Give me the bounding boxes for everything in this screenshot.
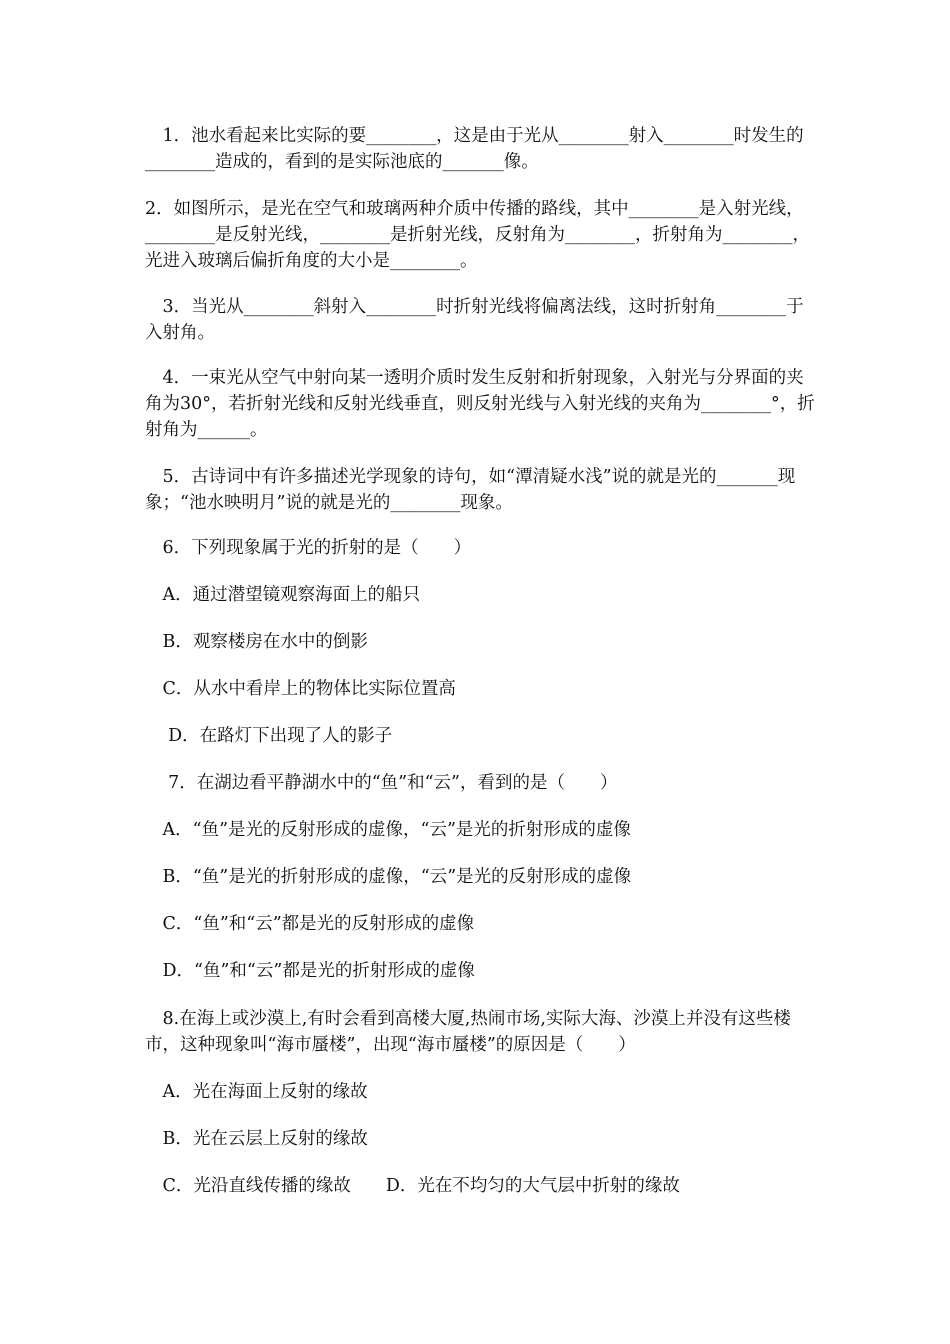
question-8-option-b: B．光在云层上反射的缘故 xyxy=(145,1129,368,1149)
question-6-option-a: A．通过潜望镜观察海面上的船只 xyxy=(145,585,421,605)
question-6-option-b: B．观察楼房在水中的倒影 xyxy=(145,632,368,652)
question-5: 5．古诗词中有许多描述光学现象的诗句，如“潭清疑水浅”说的就是光的_______现象；“池水映明月”说的就是光的________现象。 xyxy=(145,467,796,513)
question-8: 8.在海上或沙漠上,有时会看到高楼大厦,热闹市场,实际大海、沙漠上并没有这些楼市，这种现象叫“海市蜃楼”，出现“海市蜃楼”的原因是（ ） xyxy=(145,1009,791,1055)
question-7-option-d: D．“鱼”和“云”都是光的折射形成的虚像 xyxy=(145,961,475,981)
question-2: 2．如图所示，是光在空气和玻璃两种介质中传播的路线，其中________是入射光线，________是反射光线，________是折射光线，反射角为________，折射角为________，光进入玻璃后偏折角度的大小是________。 xyxy=(145,199,810,271)
question-8-option-a: A．光在海面上反射的缘故 xyxy=(145,1082,368,1102)
question-7-option-b: B．“鱼”是光的折射形成的虚像，“云”是光的反射形成的虚像 xyxy=(145,867,632,887)
question-7-option-c: C．“鱼”和“云”都是光的反射形成的虚像 xyxy=(145,914,475,934)
question-4: 4．一束光从空气中射向某一透明介质时发生反射和折射现象，入射光与分界面的夹角为30°，若折射光线和反射光线垂直，则反射光线与入射光线的夹角为________°，折射角为______。 xyxy=(145,368,815,440)
question-6-option-c: C．从水中看岸上的物体比实际位置高 xyxy=(145,679,456,699)
question-1: 1．池水看起来比实际的要________，这是由于光从________射入________时发生的________造成的，看到的是实际池底的_______像。 xyxy=(145,126,804,172)
question-7-option-a: A．“鱼”是光的反射形成的虚像，“云”是光的折射形成的虚像 xyxy=(145,820,631,840)
question-6: 6．下列现象属于光的折射的是（ ） xyxy=(145,538,472,558)
question-6-option-d: D．在路灯下出现了人的影子 xyxy=(145,726,393,746)
question-8-options-c-d: C．光沿直线传播的缘故 D．光在不均匀的大气层中折射的缘故 xyxy=(145,1176,680,1196)
question-7: 7．在湖边看平静湖水中的“鱼”和“云”，看到的是（ ） xyxy=(145,773,618,793)
question-3: 3．当光从________斜射入________时折射光线将偏离法线，这时折射角________于入射角。 xyxy=(145,297,804,343)
